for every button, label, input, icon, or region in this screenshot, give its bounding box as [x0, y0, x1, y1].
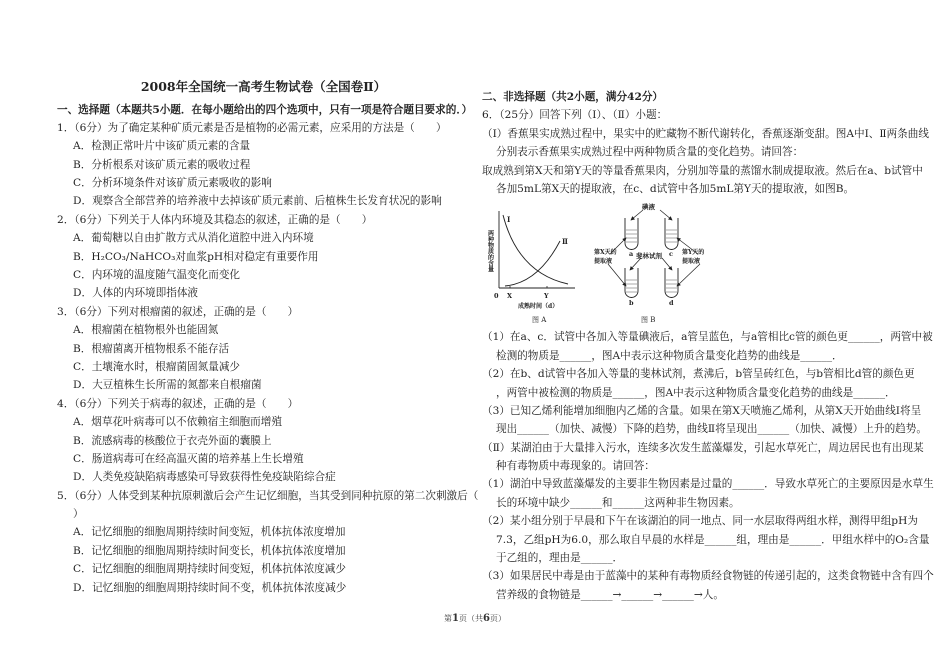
answer-option: B．H₂CO₃/NaHCO₃对血浆pH相对稳定有重要作用 [73, 250, 319, 263]
question-text: （3）已知乙烯利能增加细胞内乙烯的含量。如果在第X天喷施乙烯利，从第X天开始曲线Ⅰ将呈 [482, 404, 922, 417]
y-axis-label: 两种物质的含量 [486, 230, 494, 273]
question-3 [57, 303, 472, 395]
answer-option: C．土壤淹水时，根瘤菌固氮量减少 [73, 360, 241, 373]
footer-text: 页） [489, 614, 506, 623]
test-tube-b [625, 268, 638, 298]
y-extract-label-2: 提取液 [682, 258, 701, 266]
answer-option: A．检测正常叶片中该矿质元素的含量 [73, 140, 251, 153]
figures-a-b [478, 198, 748, 328]
answer-option: A．记忆细胞的细胞周期持续时间变短，机体抗体浓度增加 [73, 526, 346, 539]
question-stem: 1．（6分）为了确定某种矿质元素是否是植物的必需元素，应采用的方法是（ ） [57, 121, 447, 134]
answer-option: B．根瘤菌离开植物根系不能存活 [73, 342, 230, 355]
question-2 [57, 211, 472, 303]
question-stem: 5．（6分）人体受到某种抗原刺激后会产生记忆细胞，当其受到同种抗原的第二次刺激后（ [57, 489, 479, 502]
answer-option: A．葡萄糖以自由扩散方式从消化道腔中进入内环境 [73, 232, 314, 245]
x-axis-label: 成熟时间（d） [518, 303, 559, 311]
question-text: 6．（25分）回答下列（I）、（Ⅱ）小题： [482, 109, 668, 122]
question-text: （2）某小组分别于早晨和下午在该湖泊的同一地点、同一水层取得两组水样，测得甲组pH为 [482, 515, 918, 528]
y-extract-label: 第Y天的 [682, 249, 705, 257]
question-text: 种有毒物质中毒现象的。请回答： [496, 460, 655, 473]
question-text: 现出______（加快、减慢）下降的趋势，曲线Ⅱ将呈现出______（加快、减慢）上升的趋势。 [496, 423, 927, 436]
question-text: 营养级的食物链是______→______→______→人。 [496, 588, 724, 601]
curve-i [503, 215, 568, 284]
answer-option: D．观察含全部营养的培养液中去掉该矿质元素前、后植株生长发育状况的影响 [73, 195, 442, 208]
question-text: （Ⅱ）某湖泊由于大量排入污水，连续多次发生蓝藻爆发，引起水草死亡，周边居民也有出现某 [482, 441, 924, 454]
question-text: （1）在a、c．试管中各加入等量碘液后，a管呈蓝色，与a管相比c管的颜色更______，两管中被 [482, 331, 933, 344]
multiple-choice-section [57, 101, 479, 598]
section-heading: 二、非选择题（共2小题，满分42分） [482, 91, 664, 103]
question-stem: 2．（6分）下列关于人体内环境及其稳态的叙述，正确的是（ ） [57, 213, 373, 226]
question-text: 取成熟到第X天和第Y天的等量香蕉果肉，分别加等量的蒸馏水制成提取液。然后在a、b试管中 [482, 164, 923, 177]
answer-option: B．分析根系对该矿质元素的吸收过程 [73, 158, 251, 171]
x-extract-label: 第X天的 [594, 249, 617, 257]
y-tick-label: Y [544, 292, 549, 301]
question-text: （I）香蕉果实成熟过程中，果实中的贮藏物不断代谢转化，香蕉逐渐变甜。图A中I、Ⅱ两条曲线 [482, 127, 929, 140]
question-text: （1）湖泊中导致蓝藻爆发的主要非生物因素是过量的______．导致水草死亡的主要原因是水草生 [482, 478, 934, 491]
x-extract-label-2: 提取液 [594, 258, 613, 266]
iodine-label: 碘液 [642, 203, 655, 212]
origin-label: 0 [494, 292, 499, 301]
question-stem: 3．（6分）下列对根瘤菌的叙述，正确的是（ ） [57, 305, 299, 318]
footer-text: 页（共 [459, 614, 483, 623]
tube-b-label: b [629, 299, 634, 308]
question-text: 7.3，乙组pH为6.0，那么取自早晨的水样是______组，理由是______．甲组水样中的O₂含量 [496, 533, 930, 546]
total-pages: 6 [483, 613, 490, 624]
question-text: ，两管中被检测的物质是______，图A中表示这种物质含量变化趋势的曲线是______． [496, 386, 896, 399]
x-tick-label: X [507, 292, 513, 301]
question-text: 各加5mL第X天的提取液，在c、d试管中各加5mL第Y天的提取液，如图B。 [496, 182, 855, 195]
answer-option: C．肠道病毒可在经高温灭菌的培养基上生长增殖 [73, 452, 304, 465]
answer-option: A．烟草花叶病毒可以不依赖宿主细胞而增殖 [73, 416, 282, 429]
free-response-section [482, 88, 934, 604]
answer-option: A．根瘤菌在植物根外也能固氮 [73, 324, 219, 337]
answer-option: D．记忆细胞的细胞周期持续时间不变，机体抗体浓度减少 [73, 581, 347, 594]
question-text: 于乙组的，理由是______． [496, 552, 624, 565]
page-title: 2008年全国统一高考生物试卷（全国卷Ⅱ） [140, 79, 387, 94]
question-1 [57, 119, 472, 211]
answer-option: B．记忆细胞的细胞周期持续时间变长，机体抗体浓度增加 [73, 544, 346, 557]
footer-text: 第 [444, 614, 453, 623]
answer-option: D．人类免疫缺陷病毒感染可导致获得性免疫缺陷综合症 [73, 471, 336, 484]
question-4 [57, 395, 472, 487]
test-tube-d [665, 268, 678, 298]
answer-option: C．记忆细胞的细胞周期持续时间变短，机体抗体浓度减少 [73, 563, 346, 576]
tube-c-label: c [669, 250, 673, 259]
question-stem: ） [73, 508, 84, 521]
answer-option: B．流感病毒的核酸位于衣壳外面的囊膜上 [73, 434, 272, 447]
question-5 [57, 487, 479, 597]
question-text: （3）如果居民中毒是由于蓝藻中的某种有毒物质经食物链的传递引起的，这类食物链中含有四个 [482, 570, 934, 583]
question-text: 检测的物质是______，图A中表示这种物质含量变化趋势的曲线是______． [496, 349, 843, 362]
answer-option: D．人体的内环境即指体液 [73, 287, 199, 300]
figure-b-diagram [594, 202, 704, 324]
figure-b-caption: 图 B [641, 316, 656, 325]
page-number: 1 [452, 613, 459, 624]
page-footer [0, 613, 950, 624]
tube-d-label: d [669, 299, 674, 308]
question-text: 分别表示香蕉果实成熟过程中两种物质含量的变化趋势。请回答： [496, 146, 804, 159]
curve-i-label: I [507, 215, 511, 225]
question-text: 长的环境中缺少______和______这两种非生物因素。 [496, 496, 740, 509]
answer-option: D．大豆植株生长所需的氮都来自根瘤菌 [73, 379, 262, 392]
figure-a-caption: 图 A [532, 316, 547, 325]
fehling-label: 斐林试剂 [636, 252, 662, 261]
section-heading: 一、选择题（本题共5小题．在每小题给出的四个选项中，只有一项是符合题目要求的．） [57, 103, 473, 116]
tube-a-label: a [629, 250, 634, 259]
figure-a-chart [487, 211, 576, 324]
question-text: （2）在b、d试管中各加入等量的斐林试剂，煮沸后，b管呈砖红色，与b管相比d管的颜色更 [482, 368, 915, 381]
answer-option: C．分析环境条件对该矿质元素吸收的影响 [73, 177, 272, 190]
answer-option: C．内环境的温度随气温变化而变化 [73, 269, 241, 282]
curve-ii-label: Ⅱ [562, 237, 568, 247]
question-stem: 4．（6分）下列关于病毒的叙述，正确的是（ ） [57, 397, 299, 410]
